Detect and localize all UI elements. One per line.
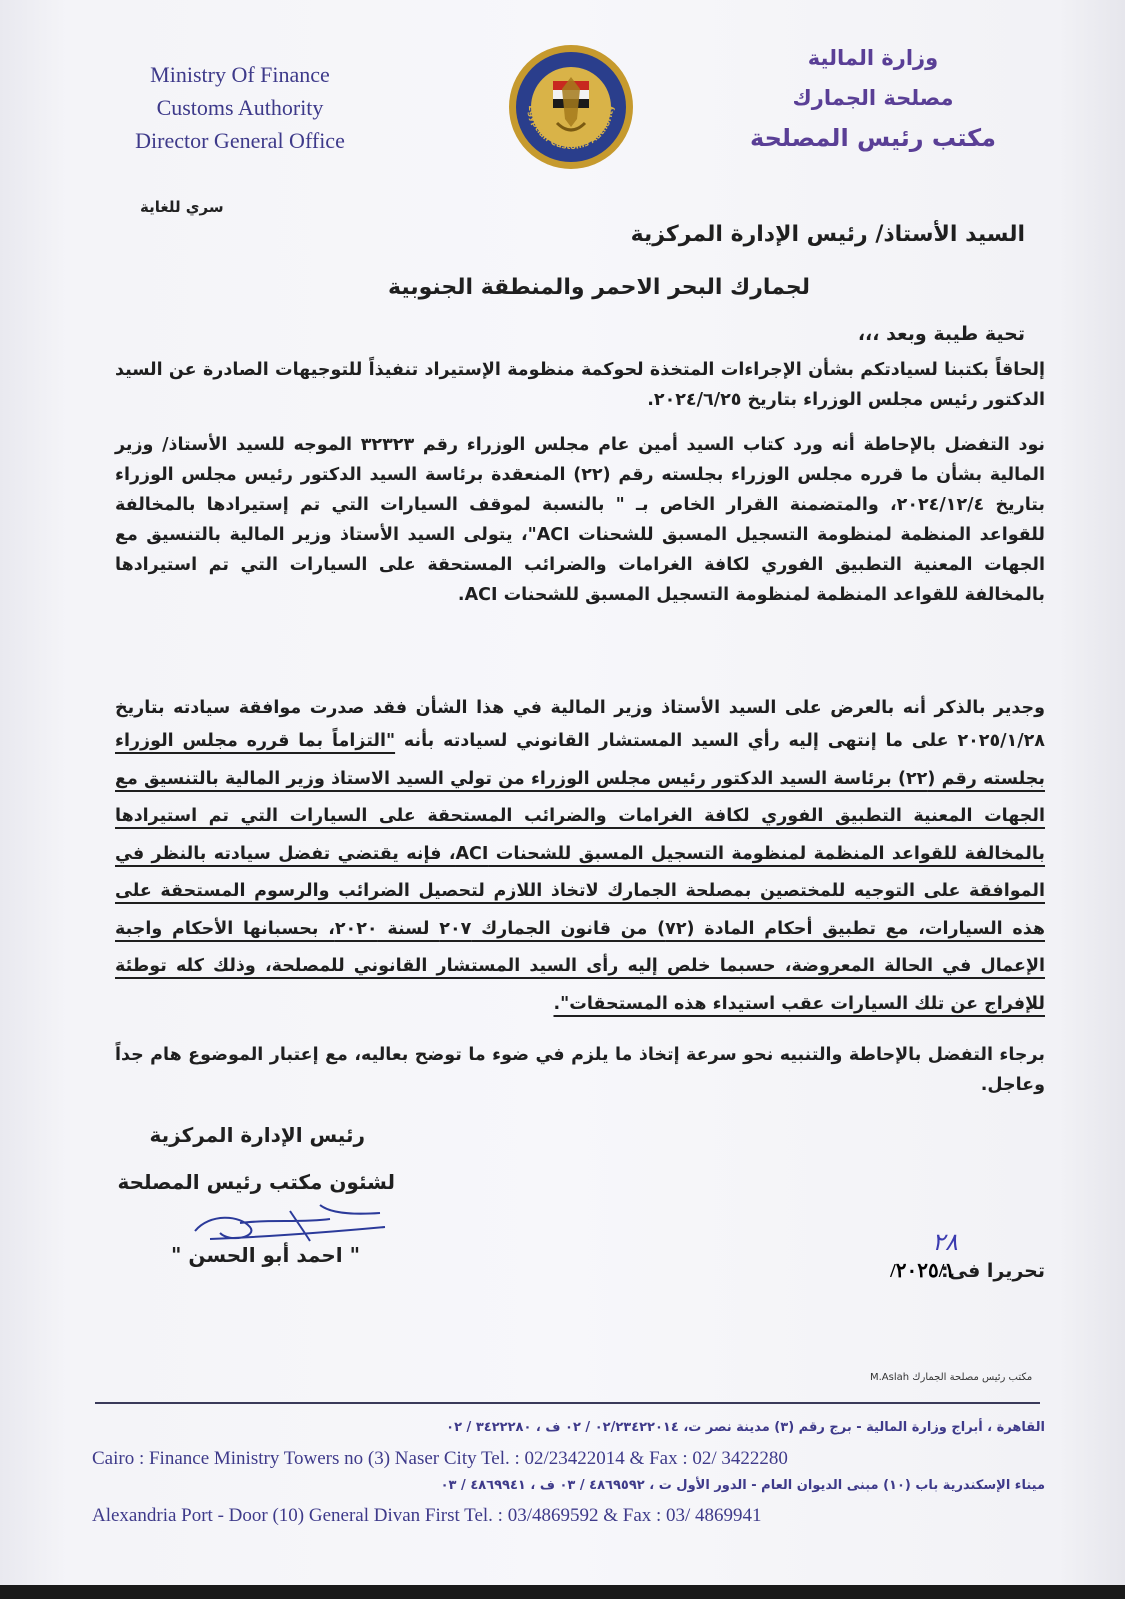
letterhead-authority-ar: مصلحة الجمارك <box>792 86 954 110</box>
letterhead-authority: Customs Authority <box>156 95 324 120</box>
letterhead-ministry-ar: وزارة المالية <box>807 46 939 70</box>
signatory-office: لشئون مكتب رئيس المصلحة <box>117 1170 395 1194</box>
letterhead-office: Director General Office <box>135 128 345 153</box>
footer-divider <box>95 1402 1040 1404</box>
handwritten-day-text: ٢٨ <box>932 1228 958 1256</box>
handwritten-day <box>915 1222 975 1262</box>
english-letterhead <box>105 58 375 157</box>
arabic-letterhead <box>713 38 1033 158</box>
footer-alexandria-ar: ميناء الإسكندرية باب (١٠) مبنى الديوان العام - الدور الأول ت ، ٤٨٦٩٥٩٢ / ٠٣ ف ، ٤٨٦٩٩٤١ / ٠٣ <box>440 1478 1045 1493</box>
paragraph-3 <box>115 693 1045 1023</box>
paragraph-2: نود التفضل بالإحاطة أنه ورد كتاب السيد أمين عام مجلس الوزراء رقم ٣٢٣٢٣ الموجه للسيد الأستاذ/ وزير المالية بشأن ما قرره مجلس الوزراء بجلسته رقم (٢٢) المنعقدة برئاسة السيد الدكتور رئيس مجلس الوزراء بتاريخ ٢٠٢٤/١٢/٤، والمتضمنة القرار الخاص بـ " بالنسبة لموقف السيارات التي تم إستيرادها بالمخالفة للقواعد المنظمة لمنظومة التسجيل المسبق للشحنات ACI"، يتولى السيد الأستاذ وزير المالية بالتنسيق مع الجهات المعنية التطبيق الفوري لكافة الغرامات والضرائب المستحقة على السيارات التي تم استيرادها بالمخالفة للقواعد المنظمة لمنظومة التسجيل المسبق للشحنات ACI. <box>115 435 1046 605</box>
paragraph-4: برجاء التفضل بالإحاطة والتنبيه نحو سرعة إتخاذ ما يلزم في ضوء ما توضح بعاليه، مع إعتبار الموضوع هام جداً وعاجل. <box>115 1045 1045 1095</box>
letterhead-office-ar: مكتب رئيس المصلحة <box>750 124 996 152</box>
customs-seal-icon <box>507 43 635 171</box>
footer-cairo-en: Cairo : Finance Ministry Towers no (3) Naser City Tel. : 02/23422014 & Fax : 02/ 3422280 <box>92 1448 788 1469</box>
date-value: ٢٠٢٥/١/ <box>890 1260 955 1282</box>
greeting: تحية طيبة وبعد ،،، <box>857 323 1025 345</box>
paragraph-3-quote: "التزاماً بما قرره مجلس الوزراء بجلسته رقم (٢٢) برئاسة السيد الدكتور رئيس مجلس الوزراء من تولي السيد الاستاذ وزير المالية بالتنسيق مع الجهات المعنية التطبيق الفوري لكافة الغرامات والضرائب المستحقة على السيارات التي تم استيرادها بالمخالفة للقواعد المنظمة لمنظومة التسجيل المسبق للشحنات ACI، فإنه يقتضي تفضل سيادته بالنظر في الموافقة على التوجيه للمختصين بمصلحة الجمارك لاتخاذ اللازم لتحصيل الضرائب والرسوم المستحقة على هذه السيارات، مع تطبيق أحكام المادة (٧٢) من قانون الجمارك ٢٠٧ لسنة ٢٠٢٠، بحسبانها الأحكام واجبة الإعمال في الحالة المعروضة، حسبما خلص إليه رأى السيد المستشار القانوني للمصلحة، وذلك كله توطئة للإفراج عن تلك السيارات عقب استيداء هذه المستحقات". <box>115 731 1045 1014</box>
seal-text: Egyptian Customs Authority <box>525 105 617 153</box>
signatory-title: رئيس الإدارة المركزية <box>149 1123 365 1147</box>
classification-label: سري للغاية <box>140 198 224 216</box>
signatory-name: " احمد أبو الحسن " <box>171 1243 360 1267</box>
reference-code: M.Aslah مكتب رئيس مصلحة الجمارك <box>870 1372 1033 1383</box>
letterhead-ministry: Ministry Of Finance <box>150 62 330 87</box>
footer-alexandria-en: Alexandria Port - Door (10) General Divan First Tel. : 03/4869592 & Fax : 03/ 4869941 <box>92 1505 762 1526</box>
addressee-title: السيد الأستاذ/ رئيس الإدارة المركزية <box>630 222 1025 247</box>
date-label: تحريرا فى: <box>941 1260 1045 1282</box>
addressee-region: لجمارك البحر الاحمر والمنطقة الجنوبية <box>388 275 810 300</box>
paragraph-1: إلحاقاً بكتبنا لسيادتكم بشأن الإجراءات المتخذة لحوكمة منظومة الإستيراد تنفيذاً للتوجيهات الصادرة عن السيد الدكتور رئيس مجلس الوزراء بتاريخ ٢٠٢٤/٦/٢٥. <box>115 360 1045 410</box>
paragraph-3-intro: وجدير بالذكر أنه بالعرض على السيد الأستاذ وزير المالية في هذا الشأن فقد صدرت موافقة سيادته بتاريخ ٢٠٢٥/١/٢٨ على ما إنتهى إليه رأي السيد المستشار القانوني لسيادته بأنه <box>115 698 1045 751</box>
footer-cairo-ar: القاهرة ، أبراج وزارة المالية - برج رقم (٣) مدينة نصر ت، ٠٢/٢٣٤٢٢٠١٤ / ٠٢ ف ، ٣٤٢٢٢٨٠ / ٠٢ <box>446 1420 1045 1435</box>
